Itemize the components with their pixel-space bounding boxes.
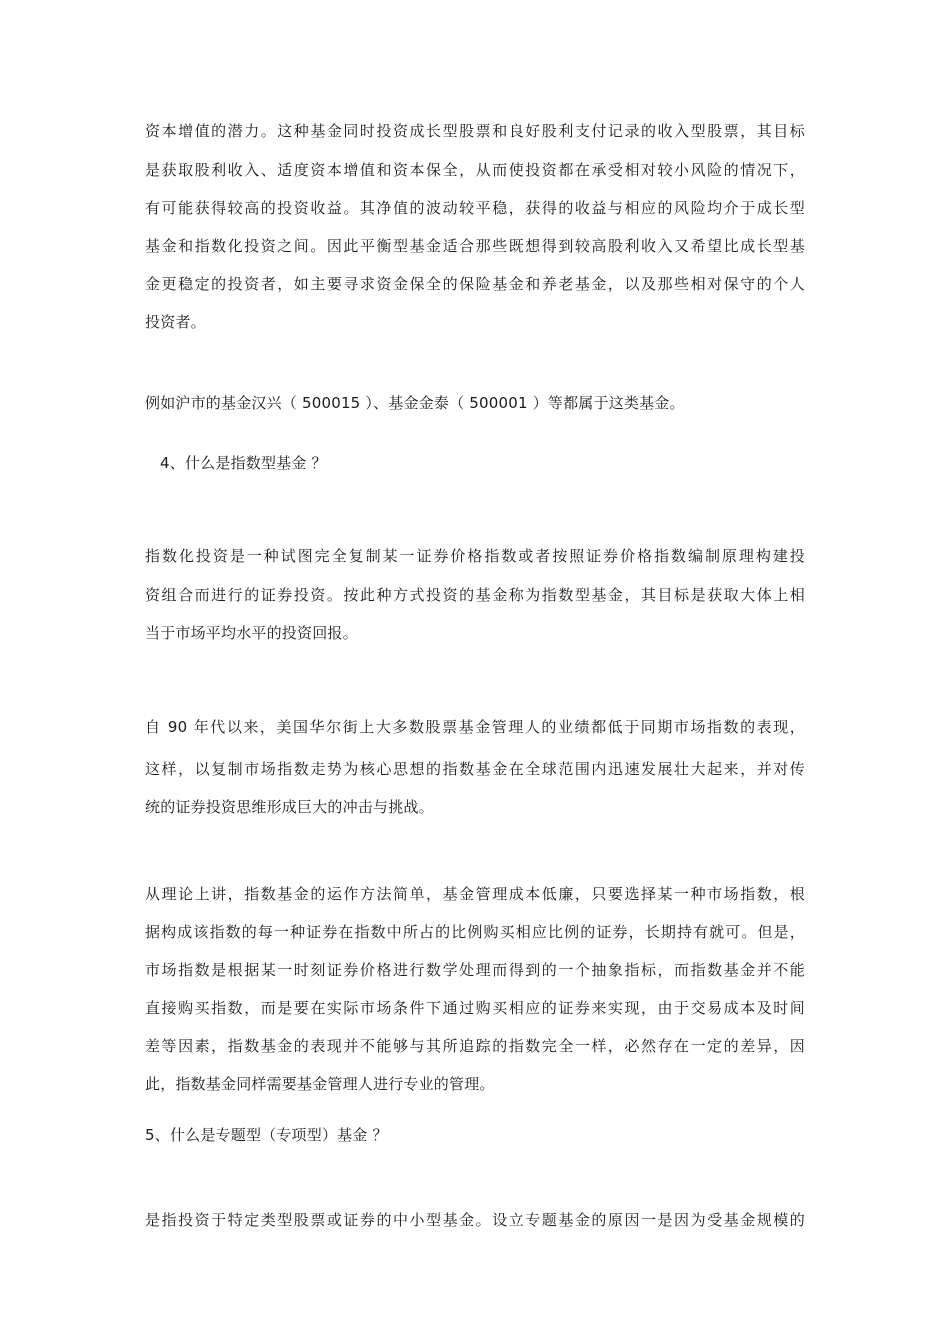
paragraph-line: 基金和指数化投资之间。因此平衡型基金适合那些既想得到较高股利收入又希望比成长型基 xyxy=(145,237,805,255)
paragraph-line: 差等因素，指数基金的表现并不能够与其所追踪的指数完全一样，必然存在一定的差异，因 xyxy=(145,1037,805,1055)
paragraph-line: 据构成该指数的每一种证券在指数中所占的比例购买相应比例的证券，长期持有就可。但是， xyxy=(145,923,805,941)
section-heading: 4、什么是指数型基金 ？ xyxy=(160,454,327,472)
paragraph-line: 从理论上讲，指数基金的运作方法简单，基金管理成本低廉，只要选择某一种市场指数，根 xyxy=(145,885,805,903)
paragraph-line: 这样，以复制市场指数走势为核心思想的指数基金在全球范围内迅速发展壮大起来，并对传 xyxy=(145,760,805,778)
paragraph-line: 是获取股利收入、适度资本增值和资本保全，从而使投资都在承受相对较小风险的情况下， xyxy=(145,161,805,179)
paragraph-line: 统的证券投资思维形成巨大的冲击与挑战。 xyxy=(145,798,434,816)
paragraph-line: 直接购买指数，而是要在实际市场条件下通过购买相应的证券来实现，由于交易成本及时间 xyxy=(145,999,805,1017)
paragraph-line: 当于市场平均水平的投资回报。 xyxy=(145,624,358,642)
paragraph-line: 是指投资于特定类型股票或证券的中小型基金。设立专题基金的原因一是因为受基金规模的 xyxy=(145,1211,805,1229)
section-heading: 5、什么是专题型（专项型）基金 ？ xyxy=(145,1126,388,1144)
paragraph-line: 有可能获得较高的投资收益。其净值的波动较平稳，获得的收益与相应的风险均介于成长型 xyxy=(145,199,805,217)
paragraph-line: 此，指数基金同样需要基金管理人进行专业的管理。 xyxy=(145,1075,495,1093)
paragraph-line: 市场指数是根据某一时刻证券价格进行数学处理而得到的一个抽象指标，而指数基金并不能 xyxy=(145,961,805,979)
paragraph-line: 金更稳定的投资者，如主要寻求资金保全的保险基金和养老基金，以及那些相对保守的个人 xyxy=(145,275,805,293)
paragraph-line: 自 90 年代以来，美国华尔街上大多数股票基金管理人的业绩都低于同期市场指数的表现， xyxy=(145,718,805,736)
paragraph-line: 资组合而进行的证券投资。按此种方式投资的基金称为指数型基金，其目标是获取大体上相 xyxy=(145,586,805,604)
paragraph-line: 指数化投资是一种试图完全复制某一证券价格指数或者按照证券价格指数编制原理构建投 xyxy=(145,547,805,565)
paragraph-line: 投资者。 xyxy=(145,313,206,331)
paragraph-line: 例如沪市的基金汉兴（ 500015 ）、基金金泰（ 500001 ）等都属于这类基金。 xyxy=(145,394,685,412)
paragraph-line: 资本增值的潜力。这种基金同时投资成长型股票和良好股利支付记录的收入型股票，其目标 xyxy=(145,122,805,140)
